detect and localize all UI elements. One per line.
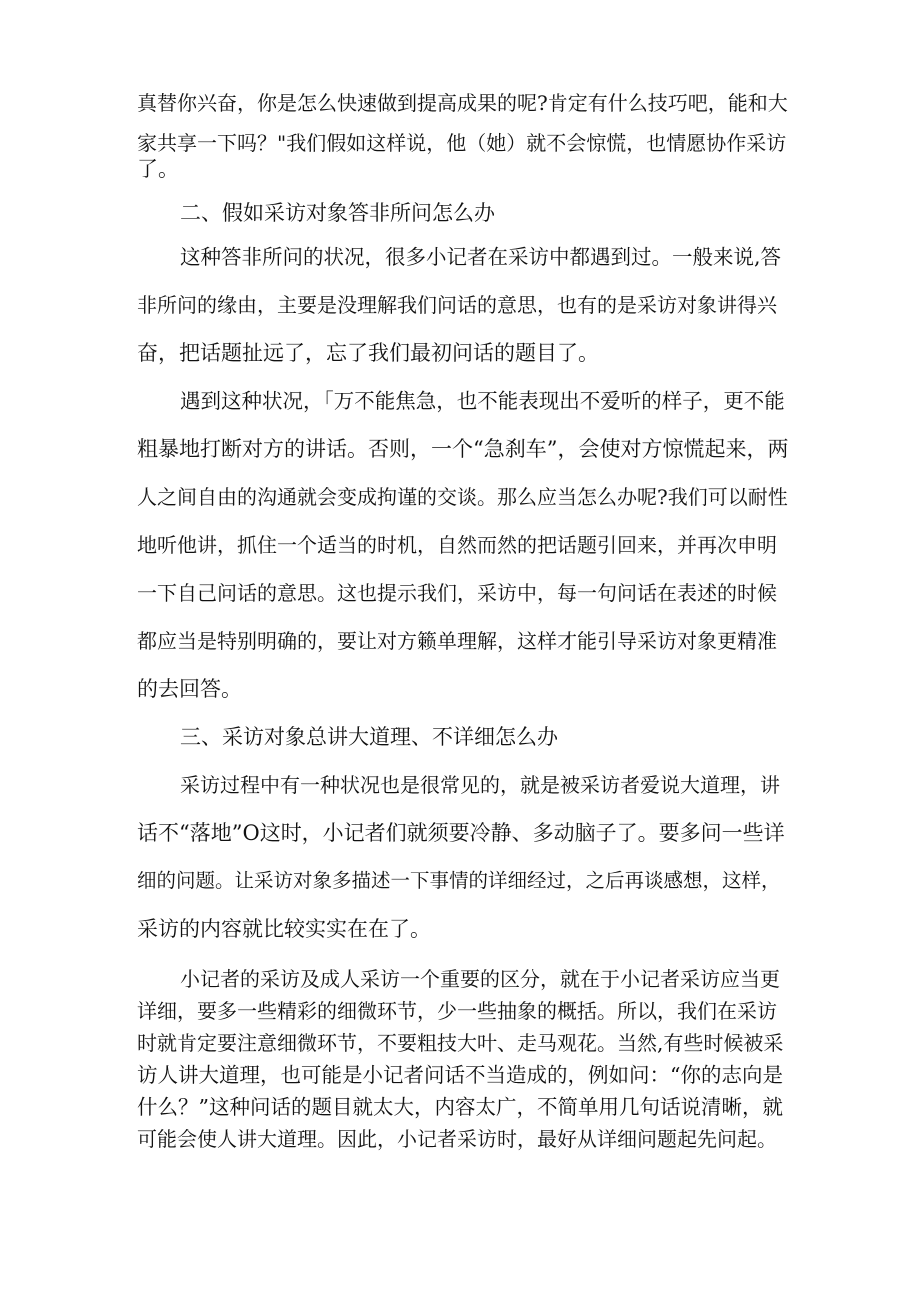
text-line: 详细，要多一些精彩的细微环节，少一些抽象的概括。所以，我们在采访 <box>137 999 777 1023</box>
text-line: 一下自己问话的意思。这也提示我们，采访中，每一句问话在表述的时候 <box>137 581 777 605</box>
text-line: 真替你兴奋，你是怎么快速做到提高成果的呢?肯定有什么技巧吧，能和大 <box>137 91 788 115</box>
text-line: 遇到这种状况，「万不能焦急，也不能表现出不爱听的样子，更不能 <box>180 389 785 413</box>
text-line: 这种答非所问的状况，很多小记者在采访中都遇到过。一般来说,答 <box>180 245 782 269</box>
text-line: 小记者的采访及成人采访一个重要的区分，就在于小记者采访应当更 <box>180 967 780 991</box>
text-line: 话不“落地”O这时，小记者们就须要冷静、多动脑子了。要多问一些详 <box>137 821 785 845</box>
text-line: 都应当是特别明确的，要让对方籁单理解，这样才能引导采访对象更精准 <box>137 629 777 653</box>
text-line: 了。 <box>137 157 179 181</box>
text-line: 时就肯定要注意细微环节，不要粗技大叶、走马观花。当然,有些时候被采 <box>137 1031 784 1055</box>
text-line: 的去回答。 <box>137 677 242 701</box>
text-line: 访人讲大道理，也可能是小记者问话不当造成的，例如问：“你的志向是 <box>137 1063 783 1087</box>
text-line: 什么？”这种问话的题目就太大，内容太广，不简单用几句话说清晰，就 <box>137 1095 783 1119</box>
text-line: 人之间自由的沟通就会变成拘谨的交谈。那么应当怎么办呢?我们可以耐性 <box>137 485 788 509</box>
text-line: 细的问题。让采访对象多描述一下事情的详细经过，之后再谈感想，这样， <box>137 869 781 892</box>
text-line: 粗暴地打断对方的讲话。否则，一个“急刹车”，会使对方惊慌起来，两 <box>137 437 789 461</box>
text-line: 可能会使人讲大道理。因此，小记者采访时，最好从详细问题起先问起。 <box>137 1127 777 1151</box>
text-line: 家共享一下吗？"我们假如这样说，他（她）就不会惊慌，也情愿协作采访 <box>137 131 787 155</box>
text-line: 非所问的缘由，主要是没理解我们问话的意思，也有的是采访对象讲得兴 <box>137 293 777 317</box>
text-line: 采访的内容就比较实实在在了。 <box>137 917 431 941</box>
text-line: 奋，把话题扯远了，忘了我们最初问话的题目了。 <box>137 341 599 365</box>
text-line: 采访过程中有一种状况也是很常见的，就是被采访者爱说大道理，讲 <box>180 773 780 797</box>
heading-text: 三、采访对象总讲大道理、不详细怎么办 <box>180 725 558 749</box>
heading-text: 二、假如采访对象答非所问怎么办 <box>180 201 495 225</box>
text-line: 地听他讲，抓住一个适当的时机，自然而然的把话题引回来，并再次申明 <box>137 533 777 557</box>
